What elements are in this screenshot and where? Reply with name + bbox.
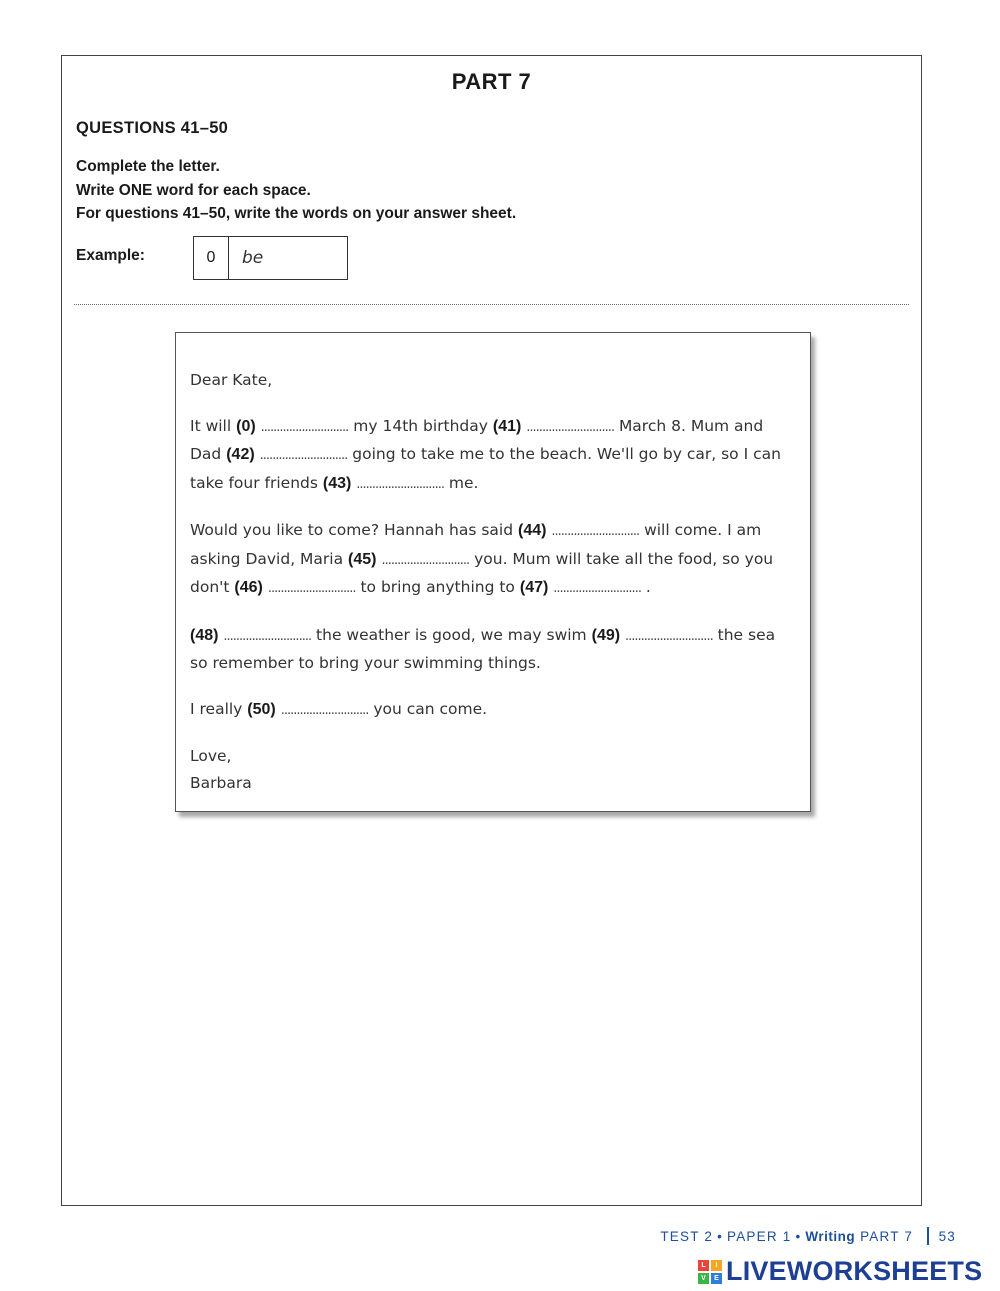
gap-number-43: (43) xyxy=(322,474,352,492)
footer-bullet: • xyxy=(795,1228,802,1244)
answer-gap-42[interactable]: ............................ xyxy=(259,448,348,463)
logo-mark-icon xyxy=(698,1260,722,1284)
questions-heading: QUESTIONS 41–50 xyxy=(76,119,229,137)
dotted-divider xyxy=(74,304,909,305)
example-label: Example: xyxy=(76,247,145,264)
letter-text: the sea so remember to bring your swimming things. xyxy=(190,625,776,672)
answer-gap-43[interactable]: ............................ xyxy=(356,476,444,492)
letter-text: my 14th birthday xyxy=(353,416,488,435)
gap-number-50: (50) xyxy=(247,700,276,718)
answer-gap-49[interactable]: ............................ xyxy=(625,628,713,644)
answer-gap-41[interactable]: ............................ xyxy=(526,419,614,435)
letter-paragraph-1 xyxy=(190,413,796,499)
instruction-line: Complete the letter. xyxy=(76,158,220,175)
gap-number-47: (47) xyxy=(519,579,549,596)
footer-paper: PAPER 1 xyxy=(727,1228,792,1244)
letter-paragraph-2 xyxy=(190,517,796,603)
page-frame xyxy=(61,55,922,1206)
footer-separator xyxy=(927,1227,929,1245)
letter-text: . xyxy=(645,578,651,596)
example-answer: be xyxy=(242,248,264,268)
letter-text: Would you like to come? Hannah has said xyxy=(190,521,514,539)
answer-gap-44[interactable]: ............................ xyxy=(551,524,640,539)
gap-number-45: (45) xyxy=(348,550,377,568)
letter-greeting: Dear Kate, xyxy=(190,371,273,389)
part-title: PART 7 xyxy=(451,69,532,94)
answer-gap-47[interactable]: ............................ xyxy=(553,581,641,596)
answer-gap-46[interactable]: ............................ xyxy=(267,581,356,596)
letter-text: will come. I am asking David, Maria xyxy=(190,521,762,568)
letter-text: you can come. xyxy=(373,699,488,718)
liveworksheets-logo xyxy=(698,1256,982,1287)
gap-number-0: (0) xyxy=(236,417,256,435)
instruction-line: Write ONE word for each space. xyxy=(76,181,311,199)
letter-text: I really xyxy=(190,699,243,718)
letter-text: you. Mum will take all the food, so you don't xyxy=(190,549,774,596)
example-box xyxy=(193,236,348,280)
logo-square: V xyxy=(698,1273,709,1284)
logo-square: E xyxy=(711,1273,722,1284)
page-number: 53 xyxy=(938,1228,956,1244)
footer-bullet: • xyxy=(717,1228,724,1244)
letter-text: me. xyxy=(448,473,479,492)
closing-text: Love, xyxy=(190,747,232,765)
letter-paragraph-4 xyxy=(190,696,796,725)
answer-gap-48[interactable]: ............................ xyxy=(223,628,312,644)
letter-text: the weather is good, we may swim xyxy=(316,625,587,644)
letter-text: It will xyxy=(190,416,232,435)
logo-text: LIVEWORKSHEETS xyxy=(726,1256,983,1286)
letter-text: March 8. Mum and Dad xyxy=(190,416,764,463)
gap-number-42: (42) xyxy=(226,446,255,463)
logo-square: I xyxy=(711,1260,722,1271)
example-number: 0 xyxy=(194,237,229,279)
instructions xyxy=(76,155,516,226)
gap-number-41: (41) xyxy=(492,417,522,435)
letter-text: going to take me to the beach. We'll go by car, so I can take four friends xyxy=(190,445,781,492)
letter-paragraph-3 xyxy=(190,622,796,677)
instruction-line: For questions 41–50, write the words on your answer sheet. xyxy=(76,205,517,222)
gap-number-48: (48) xyxy=(190,626,219,644)
letter-closing xyxy=(190,743,796,796)
gap-number-44: (44) xyxy=(518,522,547,539)
letter-text: to bring anything to xyxy=(360,578,515,596)
footer-test: TEST 2 xyxy=(660,1228,714,1244)
letter-box xyxy=(175,332,811,812)
answer-gap-50[interactable]: ............................ xyxy=(280,702,369,718)
answer-gap-45[interactable]: ............................ xyxy=(381,552,470,568)
logo-square: L xyxy=(698,1260,709,1271)
signature-text: Barbara xyxy=(190,773,252,792)
footer-writing: Writing xyxy=(805,1228,856,1244)
footer-part: PART 7 xyxy=(860,1228,914,1244)
gap-number-49: (49) xyxy=(591,626,621,644)
gap-number-46: (46) xyxy=(234,579,263,596)
answer-gap-0[interactable]: ............................ xyxy=(260,419,349,435)
page-footer xyxy=(660,1227,956,1245)
